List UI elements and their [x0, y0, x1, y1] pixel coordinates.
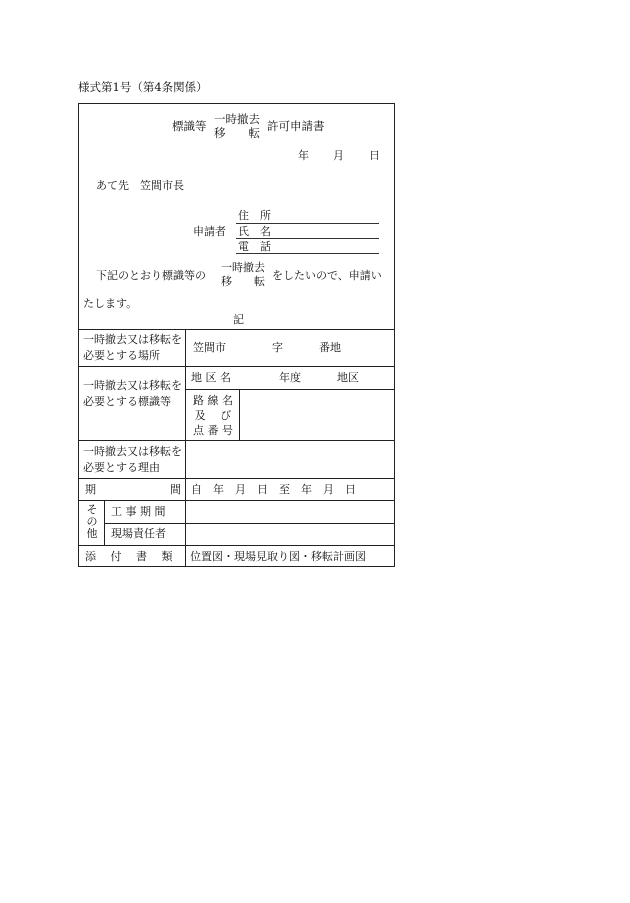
- applicant-label: 申請者: [193, 225, 226, 238]
- other-label-char: 他: [86, 527, 98, 540]
- form-number-label: 様式第1号（第4条関係）: [78, 80, 208, 94]
- title-prefix: 標識等: [172, 119, 207, 133]
- addressee: あて先 笠間市長: [96, 179, 184, 192]
- attachments-value: 位置図・現場見取り図・移転計画図: [190, 550, 366, 563]
- table-column-divider: [185, 329, 186, 566]
- table-row-divider: [104, 523, 394, 524]
- table-row-divider: [79, 500, 394, 501]
- site-manager-field[interactable]: [187, 525, 391, 543]
- date-month: 月: [333, 149, 344, 162]
- period-label-end: 間: [170, 483, 181, 496]
- table-row-divider: [185, 389, 394, 390]
- table-row-divider: [79, 478, 394, 479]
- route-label-line: 路 線 名: [193, 394, 233, 407]
- body-option-relocate: 移 転: [221, 274, 265, 288]
- title-option-stack: [213, 112, 261, 141]
- reason-label: 一時撤去又は移転を必要とする理由: [83, 445, 182, 474]
- sign-label: 一時撤去又は移転を必要とする標識等: [83, 379, 182, 408]
- date-year: 年: [298, 149, 309, 162]
- ki-heading: 記: [233, 313, 244, 326]
- applicant-name-line[interactable]: [236, 238, 379, 239]
- application-form: [78, 103, 395, 567]
- applicant-address-label: 住 所: [238, 209, 271, 222]
- table-column-divider: [239, 389, 240, 440]
- district-year: 年度: [279, 371, 301, 384]
- applicant-name-label: 氏 名: [238, 225, 271, 238]
- period-value: 自 年 月 日 至 年 月 日: [191, 483, 356, 496]
- location-city: 笠間市: [193, 341, 226, 354]
- date-day: 日: [369, 149, 380, 162]
- district-year-field[interactable]: [244, 370, 276, 384]
- district-name-field[interactable]: [307, 370, 335, 384]
- table-row-divider: [79, 440, 394, 441]
- location-aza: 字: [272, 341, 283, 354]
- reason-field[interactable]: [187, 442, 391, 476]
- attachments-label: 添 付 書 類: [85, 550, 173, 563]
- title-option-relocate: 移 転: [214, 126, 260, 141]
- work-period-field[interactable]: [187, 502, 391, 521]
- body-text-pre: 下記のとおり標識等の: [96, 269, 206, 282]
- applicant-address-line[interactable]: [236, 223, 379, 224]
- body-text-post: をしたいので、申請い: [272, 269, 382, 282]
- route-label-line: 点 番 号: [193, 424, 233, 437]
- body-option-stack: [219, 261, 267, 289]
- table-row-divider: [79, 545, 394, 546]
- other-label: [83, 504, 101, 540]
- work-period-label: 工 事 期 間: [111, 505, 166, 518]
- table-row-divider: [79, 366, 394, 367]
- body-option-remove: 一時撤去: [221, 261, 265, 274]
- site-manager-label: 現場責任者: [111, 527, 166, 540]
- table-column-divider: [104, 500, 105, 545]
- body-text-line2: たします。: [83, 297, 138, 310]
- location-banchi-field[interactable]: [285, 342, 317, 354]
- table-top-border: [79, 329, 394, 330]
- applicant-phone-line[interactable]: [236, 253, 379, 254]
- title-option-remove: 一時撤去: [214, 112, 260, 126]
- period-label-start: 期: [85, 483, 96, 496]
- other-label-char: の: [86, 515, 98, 528]
- location-aza-field[interactable]: [229, 342, 269, 354]
- district-label: 地 区 名: [191, 371, 231, 384]
- route-label: [189, 393, 237, 438]
- route-label-line: 及 び: [194, 409, 232, 422]
- district-suffix: 地区: [337, 371, 359, 384]
- title-suffix: 許可申請書: [267, 119, 325, 133]
- location-label: 一時撤去又は移転を必要とする場所: [83, 333, 182, 362]
- location-banchi: 番地: [319, 341, 341, 354]
- route-field[interactable]: [241, 391, 391, 438]
- applicant-phone-label: 電 話: [238, 240, 271, 253]
- other-label-char: そ: [86, 503, 98, 516]
